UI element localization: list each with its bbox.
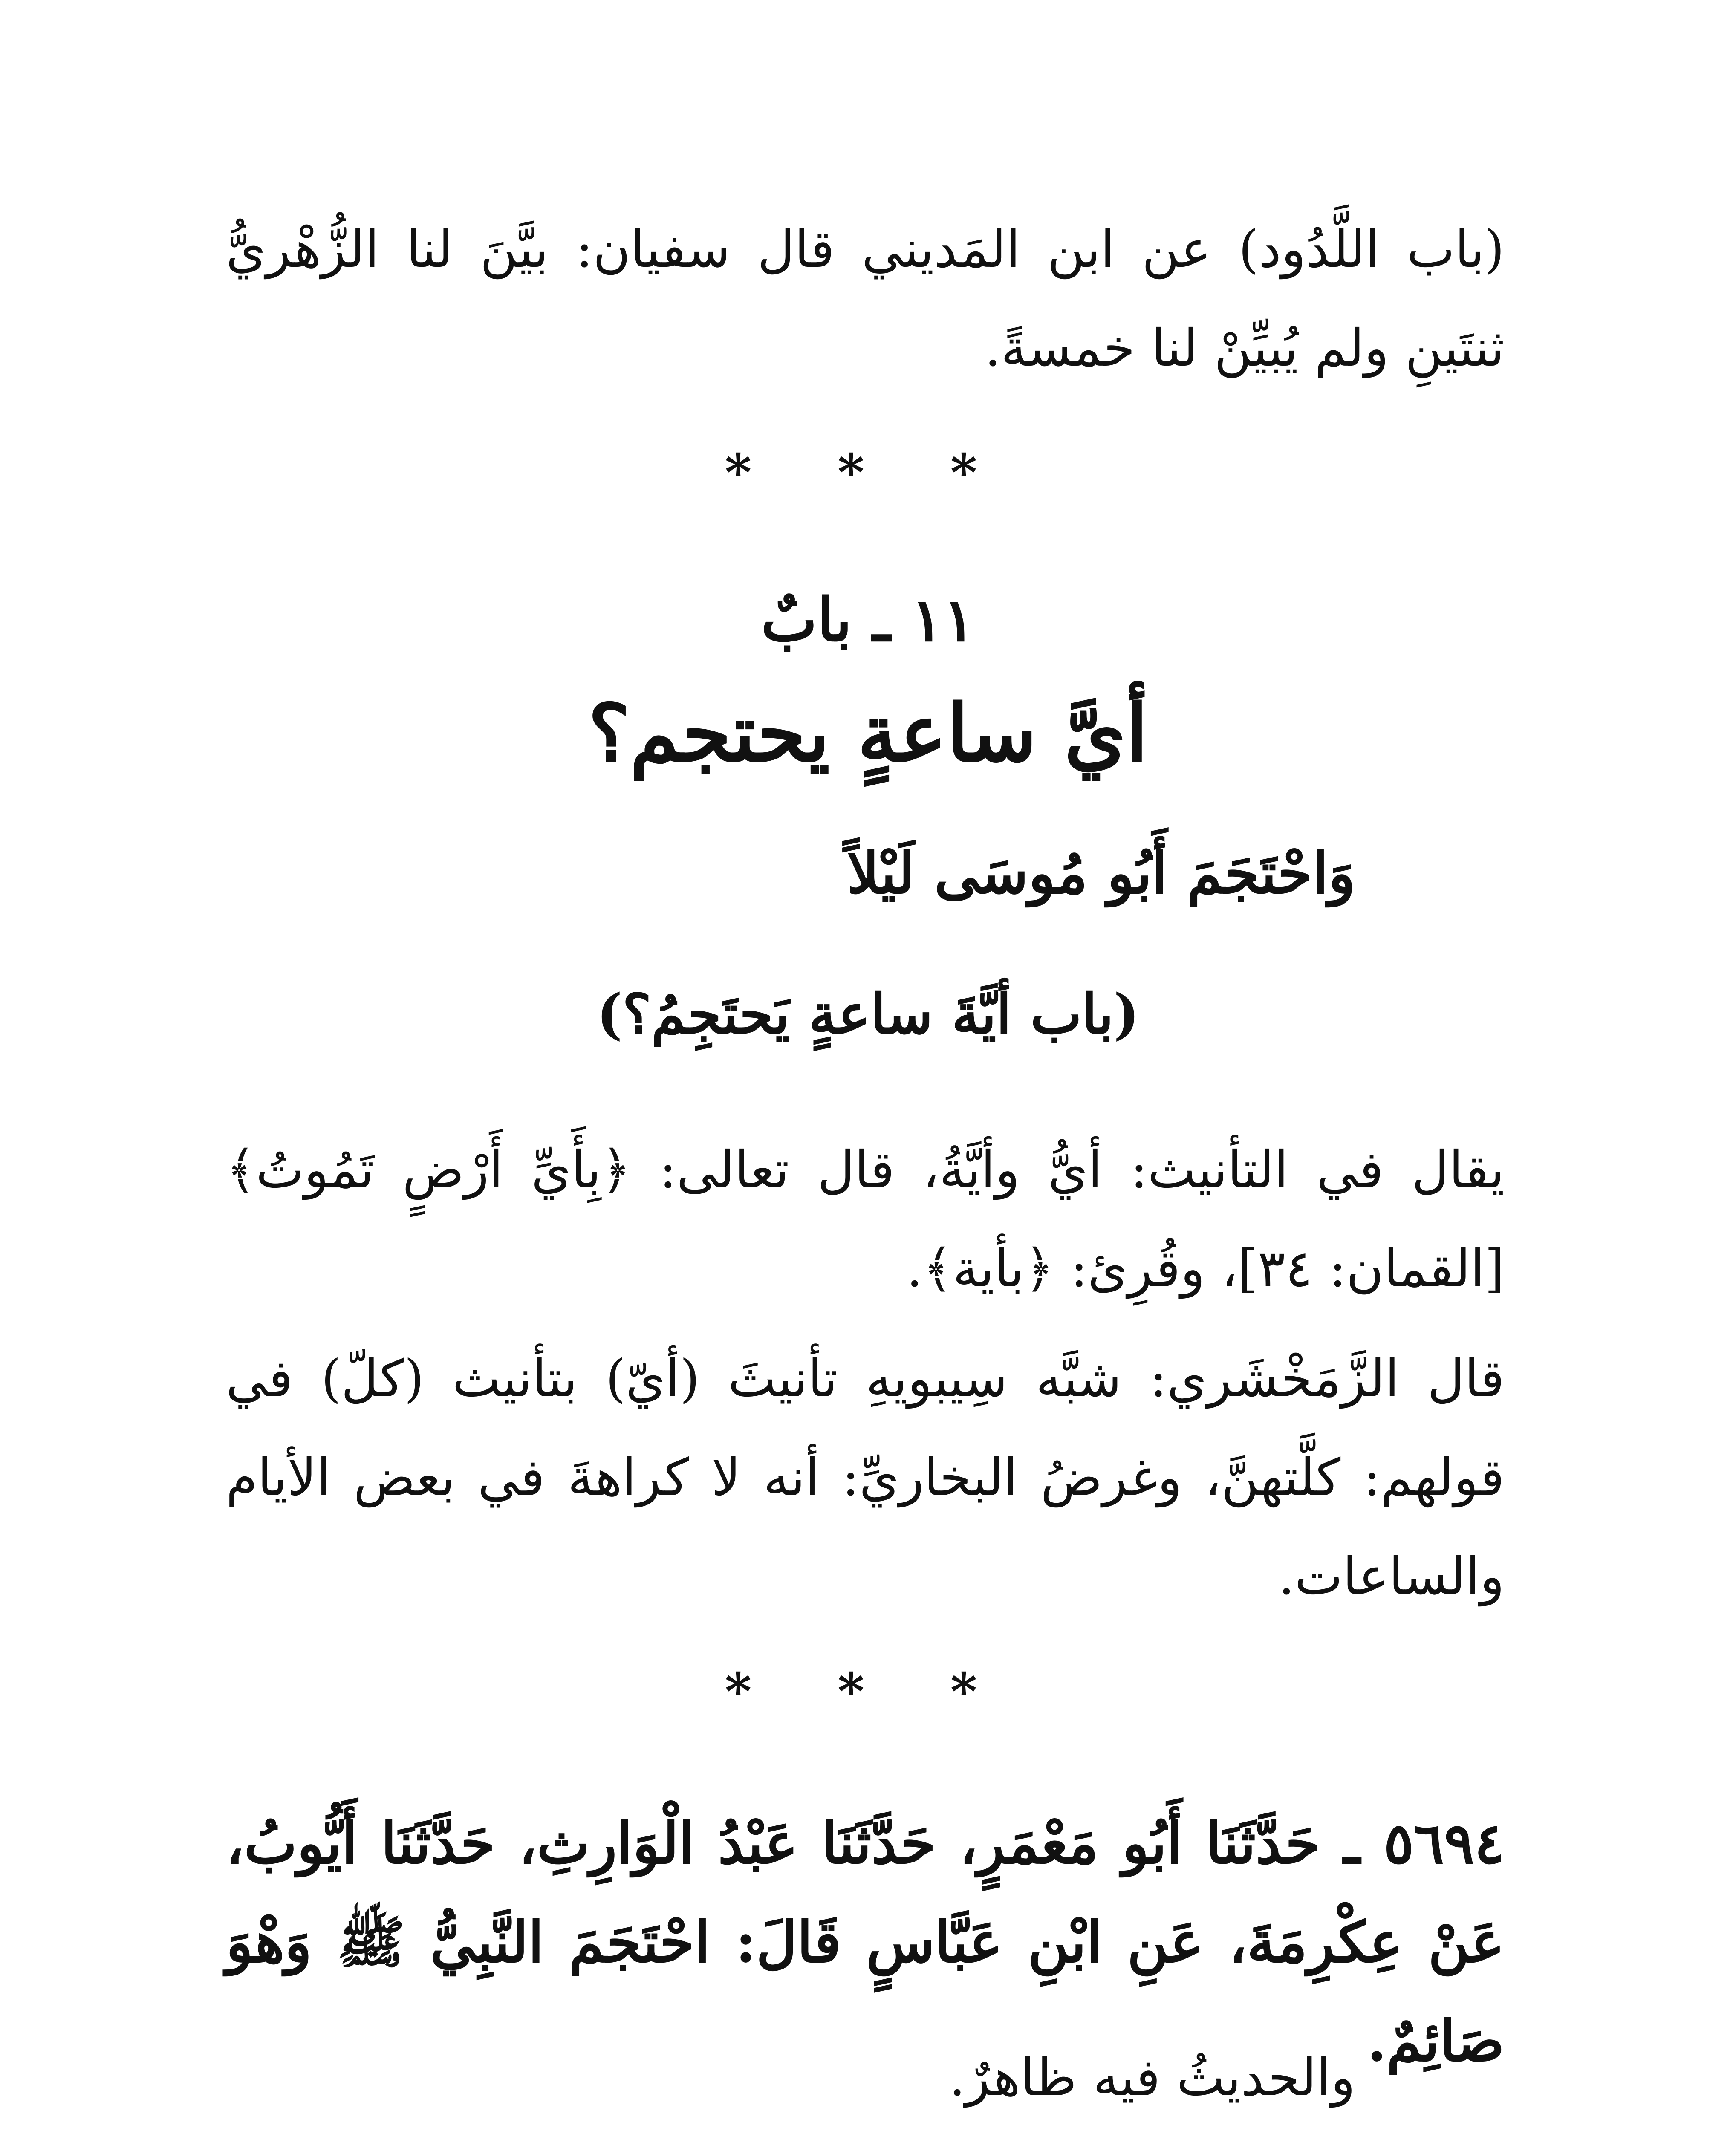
closing-paragraph: والحديثُ فيه ظاهرٌ. <box>949 2048 1355 2108</box>
section-separator-first: * * * <box>725 443 1011 503</box>
chapter-subheading: وَاحْتَجَمَ أَبُو مُوسَى لَيْلاً <box>847 840 1355 907</box>
commentary-title: (باب أيَّةَ ساعةٍ يَحتَجِمُ؟) <box>596 982 1140 1046</box>
chapter-number: ١١ ـ بابٌ <box>761 585 975 655</box>
commentary-paragraph-1: يقال في التأنيث: أيُّ وأيَّةُ، قال تعالى: ﴿بِأَيِّ أَرْضٍ تَمُوتُ﴾[القمان: ٣٤]، وقُرِئ: ﴿بأية﴾. <box>226 1141 1505 1299</box>
intro-paragraph: (باب اللَّدُود) عن ابن المَديني قال سفيان: بيَّنَ لنا الزُّهْريُّ ثنتَينِ ولم يُبيِّنْ لنا خمسةً. <box>226 220 1505 378</box>
section-separator-second: * * * <box>725 1662 1011 1722</box>
commentary-paragraph-2: قال الزَّمَخْشَري: شبَّه سِيبويهِ تأنيثَ (أيّ) بتأنيث (كلّ) في قولهم: كلَّتهنَّ، وغرضُ البخاريِّ: أنه لا كراهةَ في بعض الأيام والساعات. <box>226 1349 1505 1606</box>
hadith-text: ٥٦٩٤ ـ حَدَّثَنَا أَبُو مَعْمَرٍ، حَدَّثَنَا عَبْدُ الْوَارِثِ، حَدَّثَنَا أَيُّوبُ، عَنْ عِكْرِمَةَ، عَنِ ابْنِ عَبَّاسٍ قَالَ: احْتَجَمَ النَّبِيُّ ﷺ وَهْوَ صَائِمٌ. <box>226 1810 1505 2074</box>
chapter-title: أيَّ ساعةٍ يحتجم؟ <box>588 687 1148 780</box>
